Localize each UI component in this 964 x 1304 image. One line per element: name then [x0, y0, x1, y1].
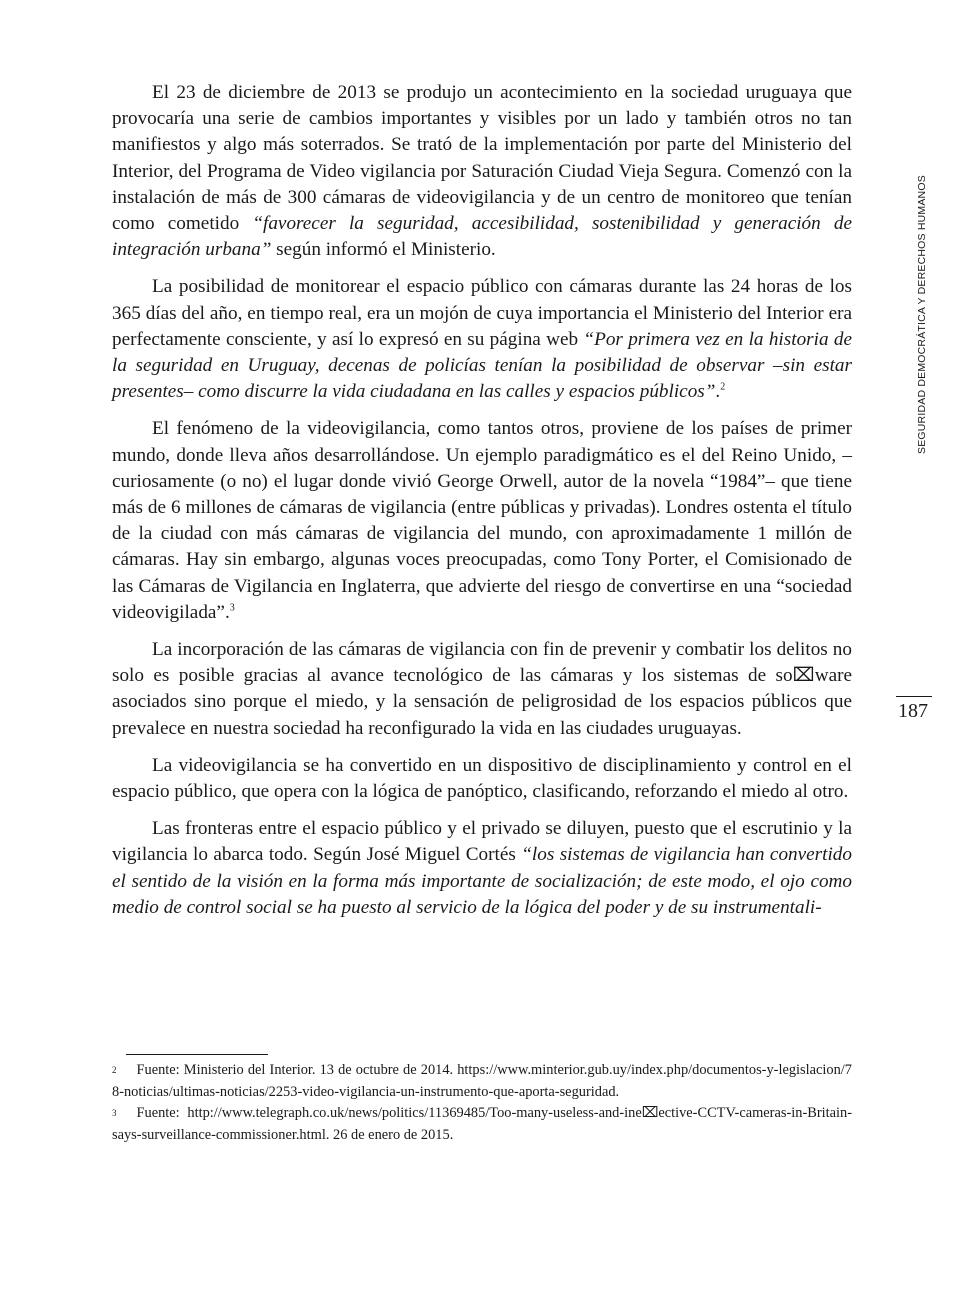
paragraph-text: Las fronteras entre el espacio público y el privado se diluyen, puesto que el escrutinio y la vigilancia lo abarca todo. Según José Miguel Cortés [112, 818, 852, 866]
quote-text: “Por primera vez en la historia de la seguridad en Uruguay, decenas de policías tenían la posibilidad de observar –sin estar presentes– como discurre la vida ciudadana en las calles y espacios públicos” [112, 328, 852, 403]
page-number: 187 [898, 700, 928, 722]
running-header: SEGURIDAD DEMOCRÁTICA Y DERECHOS HUMANOS [916, 175, 928, 455]
footnote-2 [112, 1060, 852, 1103]
body-text [112, 80, 852, 932]
footnote-number: 3 [112, 1108, 117, 1118]
footnote-separator [126, 1054, 268, 1055]
paragraph [112, 637, 852, 742]
footnotes [112, 1060, 852, 1146]
paragraph-text: según informó el Ministerio. [271, 239, 496, 261]
footnote-text: Fuente: http://www.telegraph.co.uk/news/politics/11369485/Too-many-useless-and-ine⌧ective-CCTV-cameras-in-Britain-says-surveillance-commissioner.html. 26 de enero de 2015. [112, 1105, 852, 1143]
footnote-text: Fuente: Ministerio del Interior. 13 de octubre de 2014. https://www.minterior.gub.uy/index.php/documentos-y-legislacion/78-noticias/ultimas-noticias/2253-video-vigilancia-un-instrumento-que-aporta-seguridad. [112, 1062, 852, 1100]
paragraph-text: La incorporación de las cámaras de vigilancia con fin de prevenir y combatir los delitos no solo es posible gracias al avance tecnológico de las cámaras y los sistemas de so⌧ware asociados sino porque el miedo, y la sensación de peligrosidad de los espacios públicos que prevalece en nuestra sociedad ha reconfigurado la vida en las ciudades uruguayas. [112, 639, 852, 739]
paragraph [112, 753, 852, 805]
paragraph-text: . [715, 381, 721, 403]
footnote-number: 2 [112, 1065, 117, 1075]
paragraph-text: El fenómeno de la videovigilancia, como tantos otros, proviene de los países de primer mundo, donde lleva años desarrollándose. Un ejemplo paradigmático es el del Reino Unido, –curiosamente (o no) el lugar donde vivió George Orwell, autor de la novela “1984”– que tiene más de 6 millones de cámaras de vigilancia (entre públicas y privadas). Londres ostenta el título de la ciudad con más cámaras de vigilancia del mundo, con aproximadamente 1 millón de cámaras. Hay sin embargo, algunas voces preocupadas, como Tony Porter, el Comisionado de las Cámaras de Vigilancia en Inglaterra, que advierte del riesgo de convertirse en una “sociedad videovigilada”. [112, 418, 852, 623]
footnote-reference[interactable]: 2 [720, 381, 726, 393]
footnote-reference[interactable]: 3 [229, 602, 235, 614]
page-number-rule [896, 696, 932, 697]
paragraph-text: La videovigilancia se ha convertido en un dispositivo de disciplinamiento y control en el espacio público, que opera con la lógica de panóptico, clasificando, reforzando el miedo al otro. [112, 754, 852, 803]
paragraph [112, 80, 852, 263]
paragraph-text: El 23 de diciembre de 2013 se produjo un acontecimiento en la sociedad uruguaya que provocaría una serie de cambios importantes y visibles por un lado y también otros no tan manifiestos y algo más soterrados. Se trató de la implementación por parte del Ministerio del Interior, del Programa de Video vigilancia por Saturación Ciudad Vieja Segura. Comenzó con la instalación de más de 300 cámaras de videovigilancia y de un centro de monitoreo que tenían como cometido [112, 82, 852, 235]
paragraph-text: La posibilidad de monitorear el espacio público con cámaras durante las 24 horas de los 365 días del año, en tiempo real, era un mojón de cuya importancia el Ministerio del Interior era perfectamente consciente, y así lo expresó en su página web [112, 276, 852, 350]
footnote-3 [112, 1103, 852, 1146]
quote-text: “los sistemas de vigilancia han convertido el sentido de la visión en la forma más importante de socialización; de este modo, el ojo como medio de control social se ha puesto al servicio de la lógica del poder y de su instrumentali- [112, 844, 852, 918]
paragraph [112, 274, 852, 405]
paragraph [112, 816, 852, 921]
paragraph [112, 416, 852, 626]
quote-text: “favorecer la seguridad, accesibilidad, sostenibilidad y generación de integración urbana” [112, 213, 852, 261]
